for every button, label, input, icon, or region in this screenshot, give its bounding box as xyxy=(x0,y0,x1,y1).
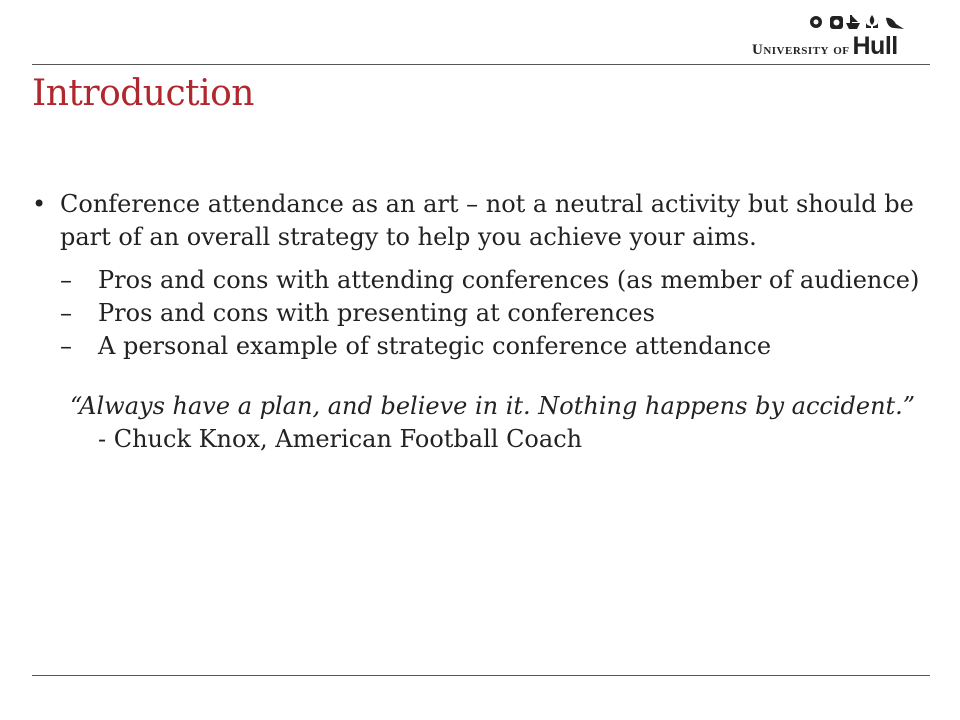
sub-bullet-item xyxy=(60,330,927,363)
quote-block xyxy=(32,390,927,456)
bottom-divider xyxy=(32,675,930,676)
crest-icon xyxy=(830,16,843,29)
sub-bullet-item xyxy=(60,264,927,297)
bird-icon xyxy=(886,18,904,29)
slide-content xyxy=(32,188,927,456)
fleur-de-lis-icon xyxy=(866,15,878,28)
logo-wordmark xyxy=(752,32,898,61)
sub-bullet-text: A personal example of strategic conference attendance xyxy=(98,331,772,360)
quote-attribution: - Chuck Knox, American Football Coach xyxy=(98,425,583,454)
sub-bullet-text: Pros and cons with attending conferences (as member of audience) xyxy=(98,265,920,294)
sub-bullet-marker: – xyxy=(60,298,72,327)
slide-title: Introduction xyxy=(32,73,254,114)
logo-hull-text: Hull xyxy=(852,32,898,60)
bullet-marker: • xyxy=(32,190,47,218)
sub-bullet-marker: – xyxy=(60,265,72,294)
rose-icon xyxy=(810,16,822,28)
sub-bullet-list xyxy=(32,264,927,363)
university-of-hull-logo xyxy=(752,14,932,60)
top-divider xyxy=(32,64,930,65)
sub-bullet-marker: – xyxy=(60,331,72,360)
sub-bullet-text: Pros and cons with presenting at conferences xyxy=(98,298,655,327)
logo-emblems xyxy=(808,14,908,32)
ship-icon xyxy=(846,15,860,29)
sub-bullet-item xyxy=(60,297,927,330)
main-bullet-text: Conference attendance as an art – not a neutral activity but should be part of an overall strategy to help you achieve your aims. xyxy=(60,190,914,251)
main-bullet xyxy=(32,188,927,254)
quote-text: “Always have a plan, and believe in it. Nothing happens by accident.” xyxy=(70,392,916,421)
logo-university-text: University of xyxy=(752,42,850,58)
quote xyxy=(60,390,927,456)
